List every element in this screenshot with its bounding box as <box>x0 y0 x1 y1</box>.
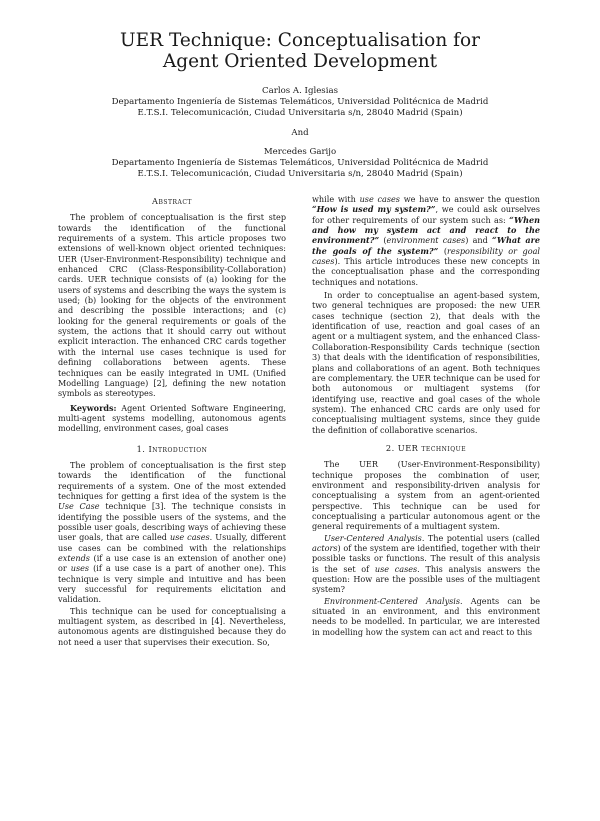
intro-paragraph-3: while with use cases we have to answer the question “How is used my system?”, we could ask ourselves for other requirements of our system such as: “When and how my system act and react to the environment?” (environment cases) and “What are the goals of the system?” (responsibility or goal cases). This article introduces these new concepts in the conceptualisation phase and the corresponding techniques and notations. <box>312 194 541 287</box>
paper-title <box>0 30 600 72</box>
keywords-text: Agent Oriented Software Engineering, multi-agent systems modelling, autonomous agents modelling, environment cases, goal cases <box>58 402 286 434</box>
author-affiliation: Departamento Ingeniería de Sistemas Telemáticos, Universidad Politécnica de Madrid <box>111 97 489 107</box>
keywords <box>58 403 286 434</box>
section-2-paragraph-2: User-Centered Analysis. The potential users (called actors) of the system are identified, together with their possible tasks or functions. The result of this analysis is the set of use cases. This analysis answers the question: How are the possible uses of the multiagent system? <box>312 532 540 595</box>
keywords-label: Keywords: <box>70 402 117 413</box>
author-address: E.T.S.I. Telecomunicación, Ciudad Universitaria s/n, 28040 Madrid (Spain) <box>137 108 463 118</box>
title-line-2: Agent Oriented Development <box>162 51 438 72</box>
intro-paragraph-4: In order to conceptualise an agent-based system, two general techniques are proposed: the new UER cases technique (section 2), that deals with the identification of use, reaction and goal cases of an agent or a multiagent system, and the enhanced Class-Collaboration-Responsibility Cards technique (section 3) that deals with the identification of responsibilities, plans and collaborations of an agent. Both techniques are complementary. the UER technique can be used for both autonomous or multiagent systems (for identifying use, reactive and goal cases of the whole system). The enhanced CRC cards are only used for conceptualising multiagent systems, since they guide the definition of collaborative scenarios. <box>312 290 540 435</box>
section-2-heading: 2. UER technique <box>385 442 467 453</box>
section-2-paragraph-1: The UER (User-Environment-Responsibility) technique proposes the combination of user, environment and responsibility-driven analysis for conceptualising a system from an agent-oriented perspective. This technique can be used for conceptualising a particular autonomous agent or the general requirements of a multiagent system. <box>312 459 540 532</box>
abstract-heading: Abstract <box>152 196 192 206</box>
author-block-2 <box>0 147 600 180</box>
intro-heading: 1. Introduction <box>136 443 208 454</box>
abstract-text: The problem of conceptualisation is the first step towards the identification of the functional requirements of a system. This article proposes two extensions of well-known object oriented techniques: UER (User-Environment-Responsibility) technique and enhanced CRC (Class-Responsibility-Collaboration) cards. UER technique consists of (a) looking for the users of systems and describing the ways the system is used; (b) looking for the objects of the environment and describing the possible interactions; and (c) looking for the general requirements or goals of the system, the actions that it should carry out without explicit interaction. The enhanced CRC cards together with the internal use cases technique is used for defining collaborations between agents. These techniques can be easily integrated in UML (Unified Modelling Language) [2], defining the new notation symbols as stereotypes. <box>58 212 286 399</box>
section-2-paragraph-3: Environment-Centered Analysis. Agents can be situated in an environment, and this environment needs to be modelled. In particular, we are interested in modelling how the system can act and react to this <box>312 595 540 637</box>
intro-paragraph-2: This technique can be used for conceptualising a multiagent system, as described in [4]. Nevertheless, autonomous agents are distinguished because they do not need a user that supervises their execution. So, <box>58 605 286 647</box>
left-column <box>58 196 286 647</box>
and-separator: And <box>291 128 309 138</box>
author-block-1 <box>0 86 600 119</box>
right-column <box>312 194 540 637</box>
author-name: Mercedes Garijo <box>263 147 337 157</box>
author-address: E.T.S.I. Telecomunicación, Ciudad Universitaria s/n, 28040 Madrid (Spain) <box>137 169 463 179</box>
author-affiliation: Departamento Ingeniería de Sistemas Telemáticos, Universidad Politécnica de Madrid <box>111 158 489 168</box>
intro-paragraph-1: The problem of conceptualisation is the first step towards the identification of the functional requirements of a system. One of the most extended techniques for getting a first idea of the system is the Use Case technique [3]. The technique consists in identifying the possible users of the systems, and the possible user goals, describing ways of achieving these user goals, that are called use cases. Usually, different use cases can be combined with the relationships extends (if a use case is an extension of another one) or uses (if a use case is a part of another one). This technique is very simple and intuitive and has been very successful for requirements elicitation and validation. <box>58 459 286 605</box>
author-name: Carlos A. Iglesias <box>262 86 338 96</box>
title-line-1: UER Technique: Conceptualisation for <box>120 30 480 51</box>
